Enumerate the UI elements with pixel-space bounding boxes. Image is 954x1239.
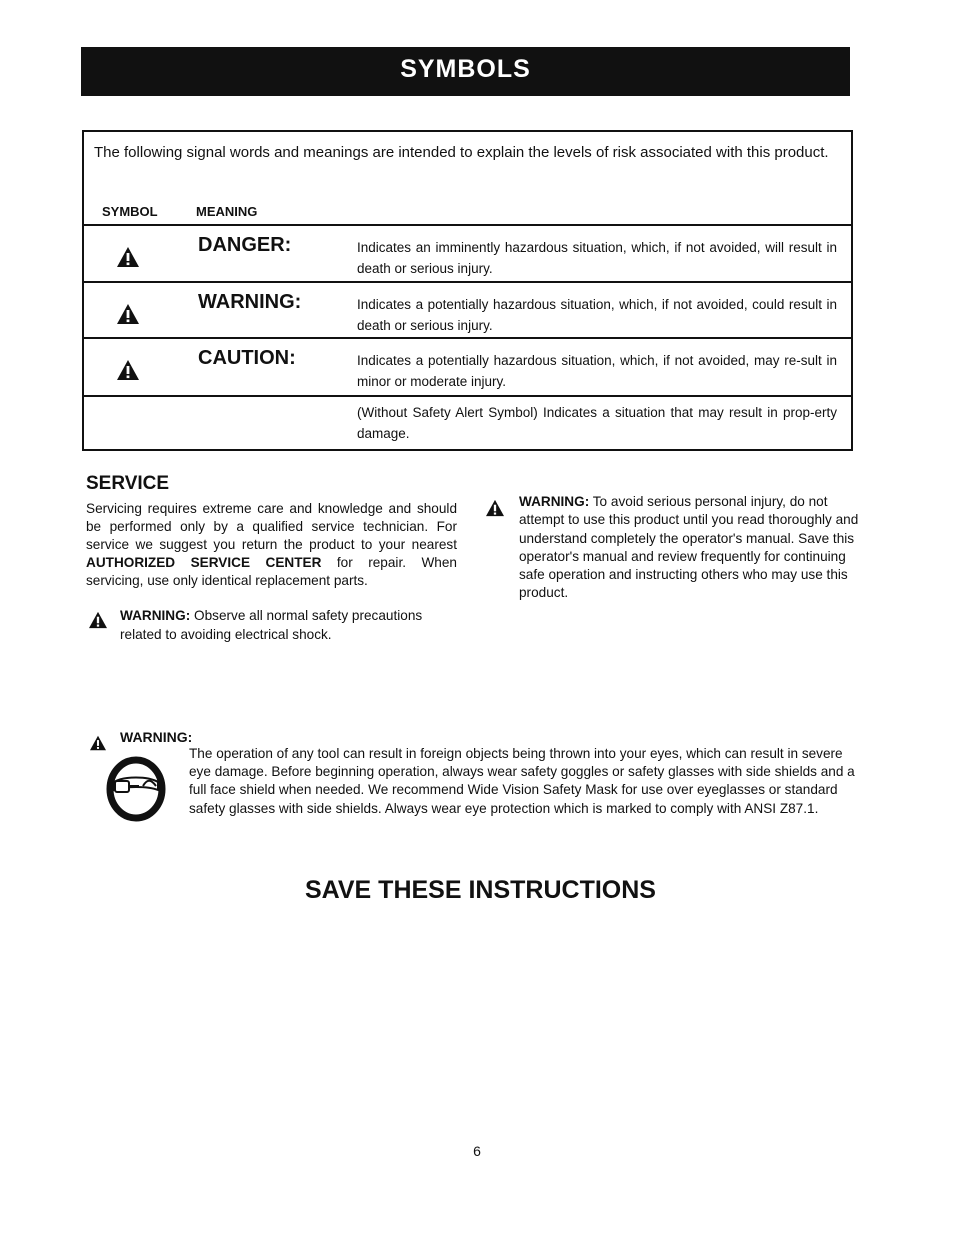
meaning-caution: Indicates a potentially hazardous situation, which, if not avoided, may re-sult in minor or moderate injury.: [357, 353, 837, 389]
symbol-row-property-damage: [84, 395, 851, 449]
warning-label: WARNING:: [120, 608, 191, 623]
warning-electrical-text: Observe all normal safety precautions related to avoiding electrical shock.: [120, 608, 423, 642]
safety-alert-icon: [89, 735, 107, 751]
symbol-row-danger: [84, 224, 851, 281]
warning-label: WARNING:: [519, 494, 590, 509]
warning-manual-text: To avoid serious personal injury, do not attempt to use this product until you read thoroughly and understand completely the operator's manual. Save this operator's manual and review frequently for continuing safe operation and instructing others who may use this product.: [519, 494, 859, 601]
safety-alert-icon: [116, 246, 140, 268]
column-header-meaning: MEANING: [196, 204, 258, 219]
signal-word-danger: DANGER:: [198, 234, 292, 256]
symbols-table: [82, 130, 853, 451]
service-text-part2: for repair. When servicing, use only identical replacement parts.: [86, 555, 457, 588]
page-number: 6: [473, 1143, 481, 1159]
save-instructions-heading: SAVE THESE INSTRUCTIONS: [305, 876, 656, 904]
service-heading: SERVICE: [86, 473, 170, 494]
symbols-banner: [81, 47, 850, 96]
warning-eyes-label: WARNING:: [120, 729, 193, 745]
service-text: [86, 500, 457, 590]
warning-electrical: [120, 606, 460, 644]
safety-alert-icon: [88, 611, 108, 629]
symbol-row-warning: [84, 281, 851, 337]
meaning-property-damage: (Without Safety Alert Symbol) Indicates a situation that may result in prop-erty damage.: [357, 405, 837, 441]
signal-word-warning: WARNING:: [198, 291, 302, 313]
column-header-symbol: SYMBOL: [102, 204, 158, 219]
safety-alert-icon: [116, 359, 140, 381]
page-title: SYMBOLS: [400, 55, 531, 83]
meaning-warning: Indicates a potentially hazardous situation, which, if not avoided, could result in death or serious injury.: [357, 297, 837, 333]
safety-alert-icon: [116, 303, 140, 325]
warning-manual: [519, 493, 859, 603]
safety-goggles-icon: [106, 756, 166, 822]
service-text-part1: Servicing requires extreme care and knowledge and should be performed only by a qualified service technician. For service we suggest you return the product to your nearest: [86, 501, 457, 552]
authorized-service-center: AUTHORIZED SERVICE CENTER: [86, 555, 322, 570]
symbol-row-caution: [84, 337, 851, 393]
warning-eyes-text: The operation of any tool can result in foreign objects being thrown into your eyes, which can result in severe eye damage. Before beginning operation, always wear safety goggles or safety glasses with side shields and a full face shield when needed. We recommend Wide Vision Safety Mask for use over eyeglasses or standard safety glasses with side shields. Always wear eye protection which is marked to comply with ANSI Z87.1.: [189, 746, 855, 816]
symbols-intro: The following signal words and meanings are intended to explain the levels of risk associated with this product.: [94, 144, 829, 161]
signal-word-caution: CAUTION:: [198, 347, 296, 369]
safety-alert-icon: [485, 499, 505, 517]
meaning-danger: Indicates an imminently hazardous situation, which, if not avoided, will result in death or serious injury.: [357, 240, 837, 276]
